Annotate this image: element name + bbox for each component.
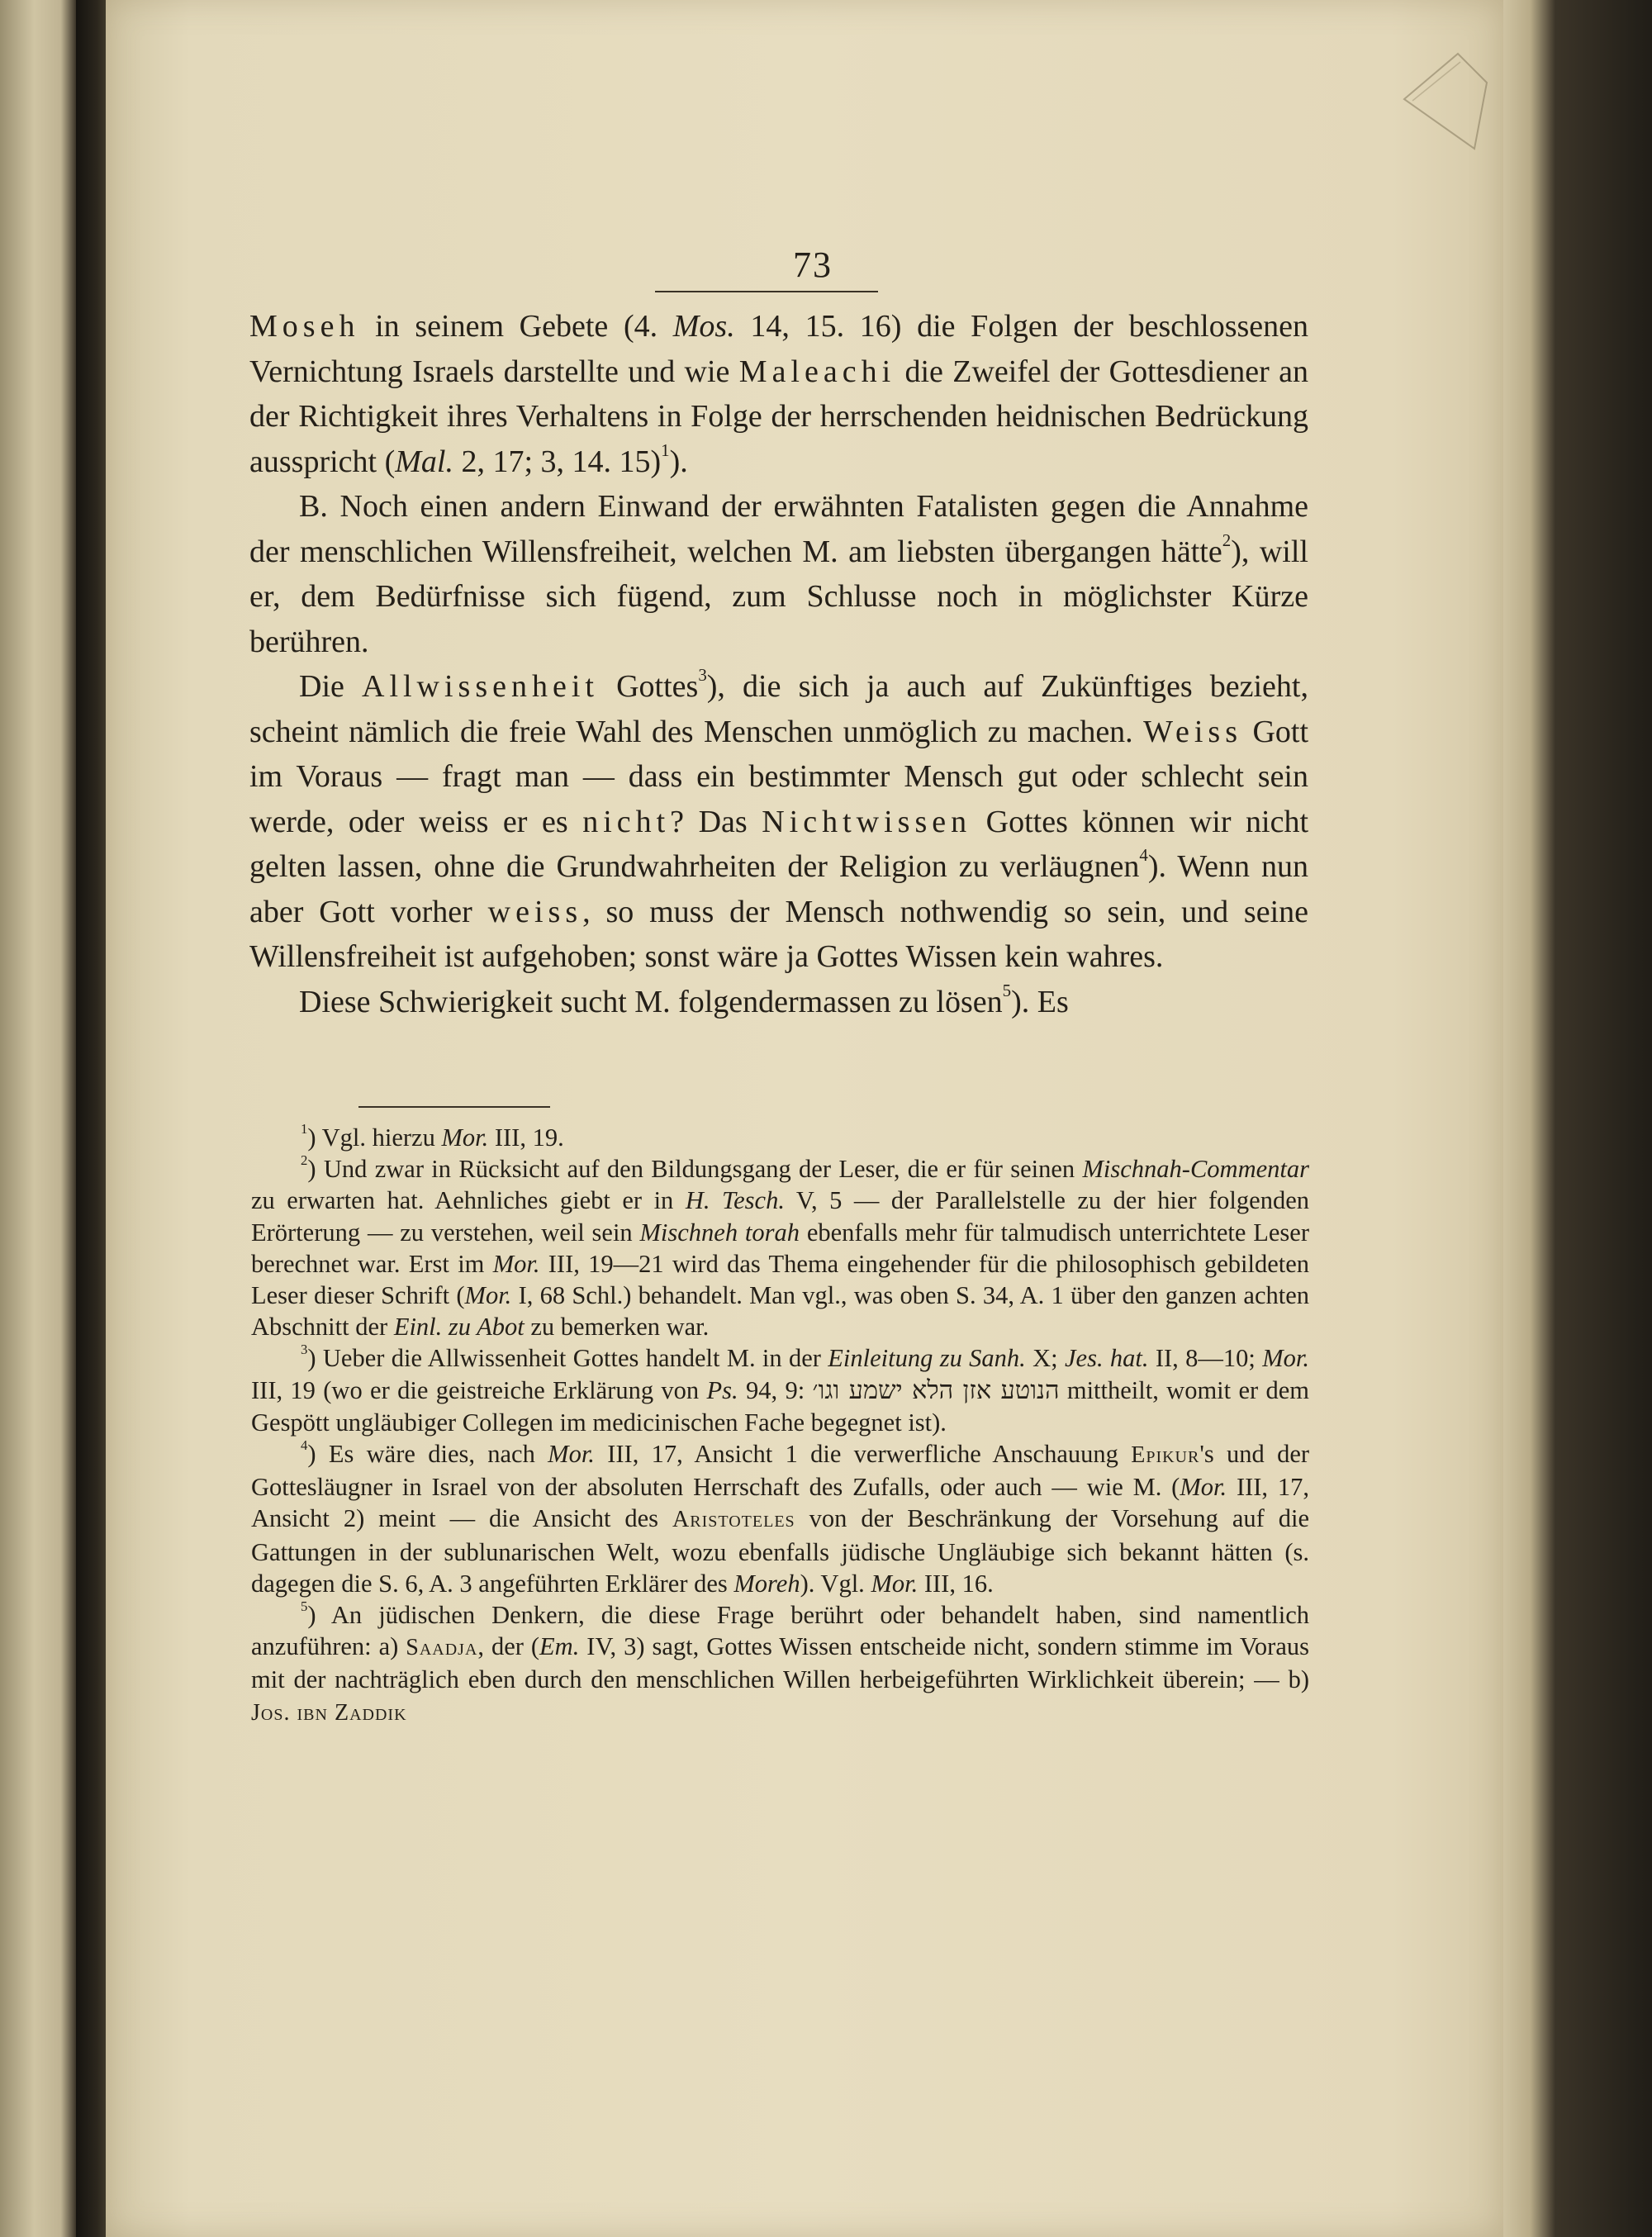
header-rule <box>655 291 878 292</box>
previous-page-edge <box>0 0 76 2237</box>
footnote-4: $^4$) Es wäre dies, nach Mor. III, 17, Ansicht 1 die verwerfliche Anschauung Epikur's und der Gottesläugner in Israel von der absoluten Herrschaft des Zufalls, oder auch — wie M. (Mor. III, 17, Ansicht 2) meint — die Ansicht des Aristoteles von der Beschränkung der Vorsehung auf die Gattungen in der sublunarischen Welt, wozu ebenfalls jüdische Ungläubige sich bekannt hätten (s. dagegen die S. 6, A. 3 angeführten Erklärer des Moreh). Vgl. Mor. III, 16. <box>251 1437 1310 1598</box>
footnote-ref-4: 4 <box>1139 845 1148 866</box>
paragraph-4: Diese Schwierigkeit sucht M. folgendermassen zu lösen$^5$). Es <box>299 980 1069 1019</box>
main-text <box>249 304 1308 1024</box>
footnote-3: $^3$) Ueber die Allwissenheit Gottes handelt M. in der Einleitung zu Sanh. X; Jes. hat. II, 8—10; Mor. III, 19 (wo er die geistreiche Erklärung von Ps. 94, 9: הנוטע אזן הלא ישמע וגו׳ mittheilt, womit er dem Gespött ungläubiger Collegen im medicinischen Fache begegnet ist). <box>251 1342 1310 1437</box>
footnote-1: $^1$) Vgl. hierzu Mor. III, 19. <box>301 1120 564 1152</box>
page-right-edge <box>1503 0 1652 2237</box>
footnotes <box>251 1122 1309 1729</box>
hebrew-quote: הנוטע אזן הלא ישמע וגו׳ <box>812 1375 1060 1405</box>
paragraph-1: Moseh in seinem Gebete (4. Mos. 14, 15. 16) die Folgen der beschlossenen Vernichtung Israels darstellte und wie Maleachi die Zweifel der Gottesdiener an der Richtigkeit ihres Verhaltens in Folge der herrschenden heidnischen Bedrückung ausspricht (Mal. 2, 17; 3, 14. 15)$^1$). <box>249 309 1309 479</box>
page-corner-fold <box>1396 50 1495 157</box>
paragraph-3: Die Allwissenheit Gottes$^3$), die sich ja auch auf Zukünftiges bezieht, scheint nämlich die freie Wahl des Menschen unmöglich zu machen. Weiss Gott im Voraus — fragt man — dass ein bestimmter Mensch gut oder schlecht sein werde, oder weiss er es nicht? Das Nichtwissen Gottes können wir nicht gelten lassen, ohne die Grundwahrheiten der Religion zu verläugnen$^4$). Wenn nun aber Gott vorher weiss, so muss der Mensch nothwendig so sein, und seine Willensfreiheit ist aufgehoben; sonst wäre ja Gottes Wissen kein wahres. <box>249 665 1309 974</box>
footnote-2: $^2$) Und zwar in Rücksicht auf den Bildungsgang der Leser, die er für seinen Mischnah-Commentar zu erwarten hat. Aehnliches giebt er in H. Tesch. V, 5 — der Parallelstelle zu der hier folgenden Erörterung — zu verstehen, weil sein Mischneh torah ebenfalls mehr für talmudisch unterrichtete Leser berechnet war. Erst im Mor. III, 19—21 wird das Thema eingehender für die philosophisch gebildeten Leser dieser Schrift (Mor. I, 68 Schl.) behandelt. Man vgl., was oben S. 34, A. 1 über den ganzen achten Abschnitt der Einl. zu Abot zu bemerken war. <box>251 1152 1309 1342</box>
paragraph-2: B. Noch einen andern Einwand der erwähnten Fatalisten gegen die Annahme der menschlichen Willensfreiheit, welchen M. am liebsten übergangen hätte$^2$), will er, dem Bedürfnisse sich fügend, zum Schlusse noch in möglichster Kürze berühren. <box>249 489 1308 659</box>
footnote-ref-2: 2 <box>1222 530 1232 550</box>
footnote-ref-5: 5 <box>1002 980 1012 1000</box>
book-page <box>106 0 1503 2237</box>
footnote-ref-1: 1 <box>661 439 670 460</box>
page-number: 73 <box>793 245 833 285</box>
footnote-ref-3: 3 <box>698 665 707 686</box>
footnote-5: $^5$) An jüdischen Denkern, die diese Frage berührt oder behandelt haben, sind namentlich anzuführen: a) Saadja, der (Em. IV, 3) sagt, Gottes Wissen entscheide nicht, sondern stimme im Voraus mit der nachträglich eben durch den menschlichen Willen herbeigeführten Wirklichkeit überein; — b) Jos. ibn Zaddik <box>251 1598 1309 1726</box>
footnote-rule <box>358 1106 550 1108</box>
page-header <box>106 244 1503 286</box>
